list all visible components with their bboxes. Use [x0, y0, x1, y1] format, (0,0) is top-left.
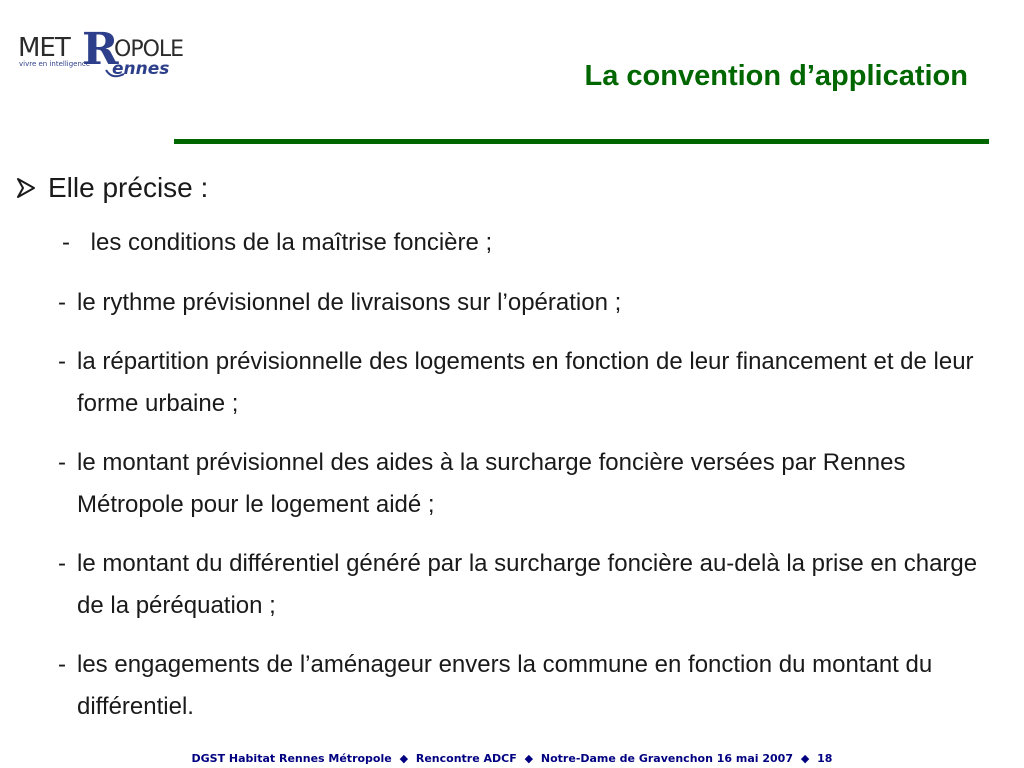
arrow-bullet-icon: [14, 176, 40, 200]
slide-content: [14, 172, 1004, 745]
list-item: [58, 282, 1004, 324]
diamond-separator-icon: ◆: [399, 752, 409, 765]
slide-footer: [0, 752, 1024, 765]
slide-title: La convention d’application: [584, 60, 968, 92]
list-item-text: la répartition prévisionnelle des logements en fonction de leur financement et de leur forme urbaine ;: [77, 348, 974, 417]
list-item-text: le montant du différentiel généré par la surcharge foncière au-delà la prise en charge de la péréquation ;: [77, 550, 978, 619]
page-number: 18: [817, 752, 833, 765]
list-item: [58, 341, 1004, 425]
footer-event: Rencontre ADCF: [415, 752, 517, 765]
footer-org: DGST Habitat Rennes Métropole: [191, 752, 392, 765]
dash-bullet: -: [58, 348, 66, 375]
diamond-separator-icon: ◆: [524, 752, 534, 765]
logo-tagline: vivre en intelligence: [19, 60, 91, 68]
diamond-separator-icon: ◆: [800, 752, 810, 765]
dash-bullet: -: [58, 550, 66, 577]
list-item: [58, 644, 1004, 728]
list-item: [58, 543, 1004, 627]
footer-place-date: Notre-Dame de Gravenchon 16 mai 2007: [540, 752, 793, 765]
dash-bullet: -: [58, 449, 66, 476]
list-item: [62, 222, 1004, 264]
list-item-text: le rythme prévisionnel de livraisons sur l’opération ;: [77, 289, 622, 316]
logo-brand-script: ennes: [112, 59, 170, 79]
list-item-text: le montant prévisionnel des aides à la surcharge foncière versées par Rennes Métropole pour le logement aidé ;: [77, 449, 906, 518]
logo-text-left: MET: [18, 33, 70, 63]
conditions-list: [14, 222, 1004, 728]
title-underline: [174, 139, 989, 144]
list-item-text: les engagements de l’aménageur envers la commune en fonction du montant du différentiel.: [77, 651, 933, 720]
logo-initial: R: [82, 24, 119, 75]
logo-graphic: [16, 24, 184, 90]
lead-bullet: [14, 172, 1004, 204]
dash-bullet: -: [58, 289, 66, 316]
list-item-text: les conditions de la maîtrise foncière ;: [90, 229, 493, 256]
logo-text-right: OPOLE: [114, 37, 184, 62]
list-item: [58, 442, 1004, 526]
metropole-rennes-logo: [16, 24, 184, 90]
dash-bullet: -: [58, 651, 66, 678]
lead-text: Elle précise :: [48, 172, 209, 203]
dash-bullet: -: [62, 229, 70, 256]
